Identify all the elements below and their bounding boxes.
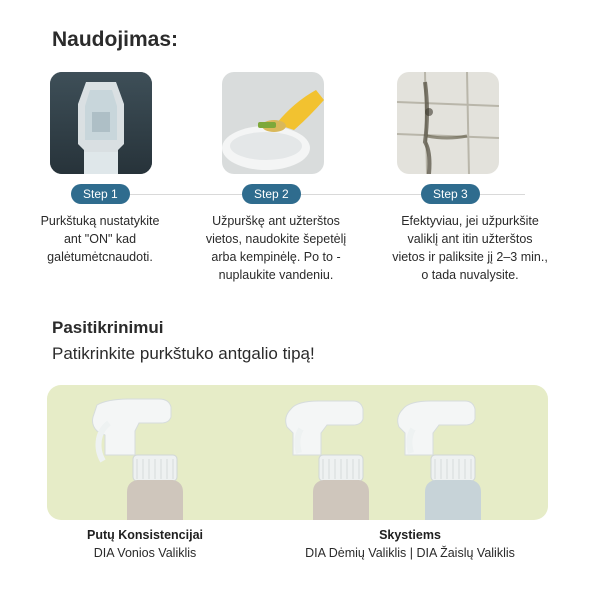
glove-sponge-sink-photo [222,72,324,174]
moldy-tile-corner-photo [397,72,499,174]
step3-badge: Step 3 [421,184,480,204]
check-title: Pasitikrinimui [52,318,164,337]
step2-photo [222,72,324,174]
step1-description: Purkštuką nustatykite ant "ON" kad galėtumėtcnaudoti. [40,214,160,264]
bottles-illustration [47,385,548,520]
liquid-label-products: DIA Dėmių Valiklis | DIA Žaislų Valiklis [305,546,515,560]
usage-title: Naudojimas: [52,28,179,51]
check-subtitle: Patikrinkite purkštuko antgalio tipą! [52,344,315,363]
foam-label-product: DIA Vonios Valiklis [93,546,197,560]
step2-description: Užpurškę ant užterštos vietos, naudokite šepetėlį arba kempinėlę. Po to - nuplaukite vandeniu. [205,214,347,282]
step3-description: Efektyviau, jei užpurkšite valiklį ant itin užterštos vietos ir paliksite jį 2–3 min., o tada nuvalysite. [392,214,548,282]
step3-photo [397,72,499,174]
step1-photo [50,72,152,174]
spray-nozzle-photo [50,72,152,174]
spray-bottle-liquid [286,401,369,520]
step1-badge: Step 1 [71,184,130,204]
spray-bottle-liquid-blue [398,401,481,520]
liquid-label-title: Skystiems [379,528,441,542]
nozzle-comparison-panel [47,385,548,520]
foam-label-title: Putų Konsistencijai [87,528,203,542]
step2-badge: Step 2 [242,184,301,204]
spray-bottle-foam [93,399,184,520]
